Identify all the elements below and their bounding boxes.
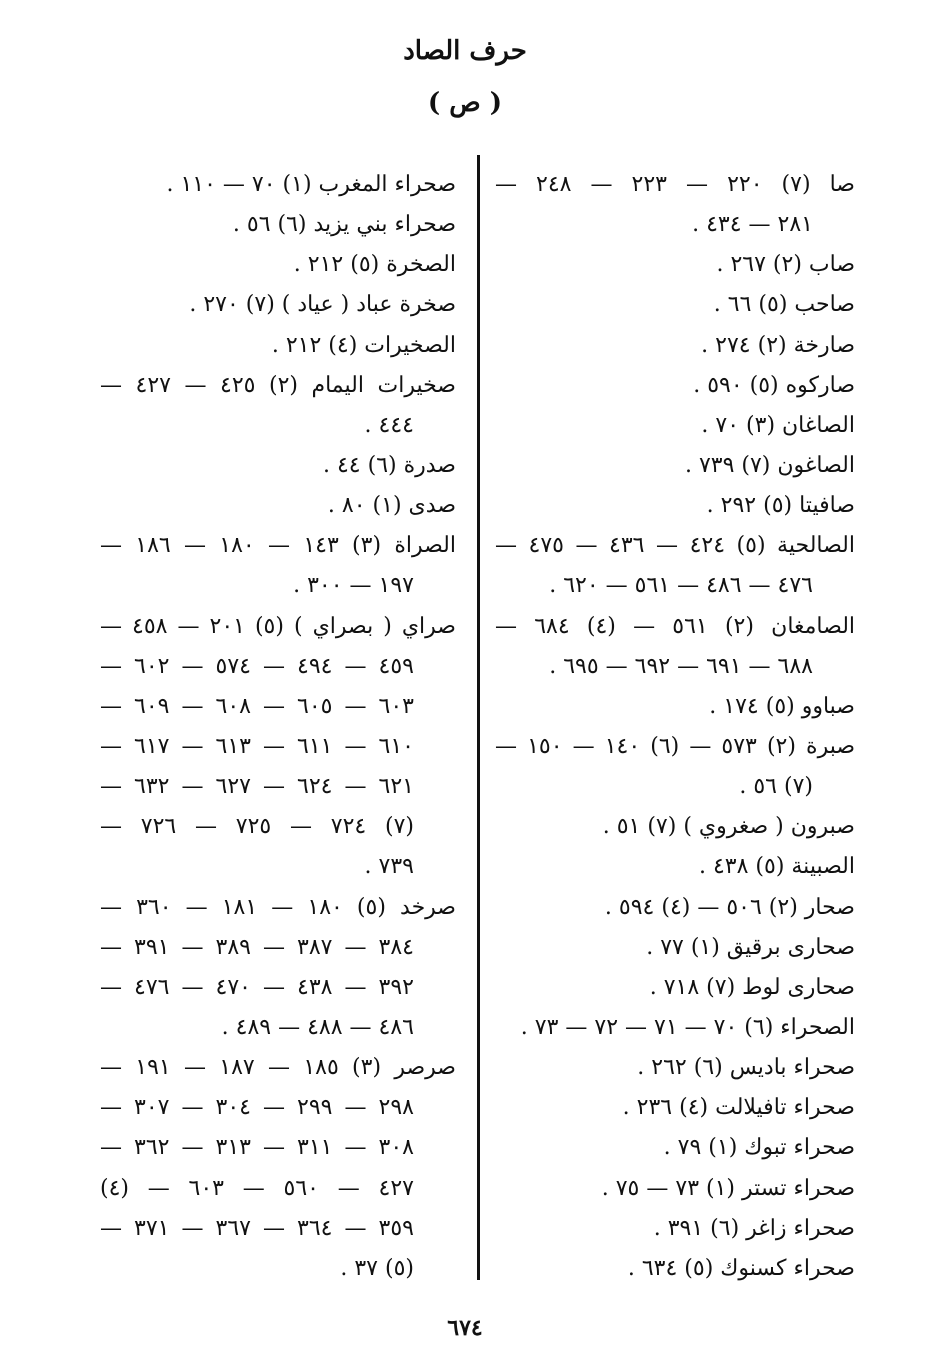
index-column-right	[495, 165, 855, 1289]
index-entry-continuation: ٤٢٧ — ٥٦٠ — ٦٠٣ — (٤)	[100, 1175, 414, 1201]
index-entry: الصبينة (٥) ٤٣٨ .	[698, 854, 855, 880]
index-entry: صحارى لوط (٧) ٧١٨ .	[649, 974, 855, 1000]
page-number: ٦٧٤	[447, 1315, 483, 1341]
index-entry: الصخيرات (٤) ٢١٢ .	[271, 332, 456, 358]
index-entry-continuation: ٢٩٨ — ٢٩٩ — ٣٠٤ — ٣٠٧ —	[100, 1095, 414, 1121]
index-entry-continuation: ٣٥٩ — ٣٦٤ — ٣٦٧ — ٣٧١ —	[100, 1215, 414, 1241]
index-entry: صخيرات اليمام (٢) ٤٢٥ — ٤٢٧ —	[100, 372, 456, 398]
index-entry: صدى (١) ٨٠ .	[327, 493, 456, 519]
index-entry-continuation: (٧) ٥٦ .	[739, 774, 813, 800]
index-entry: صرصر (٣) ١٨٥ — ١٨٧ — ١٩١ —	[100, 1055, 456, 1081]
index-entry-continuation: ٣٠٨ — ٣١١ — ٣١٣ — ٣٦٢ —	[100, 1135, 414, 1161]
index-entry: صحراء تافيلالت (٤) ٢٣٦ .	[622, 1095, 855, 1121]
index-entry: صحراء المغرب (١) ٧٠ — ١١٠ .	[166, 172, 456, 197]
index-entry: الصاغان (٣) ٧٠ .	[701, 412, 855, 438]
index-entry: الصحراء (٦) ٧٠ — ٧١ — ٧٢ — ٧٣ .	[520, 1014, 855, 1040]
index-entry-continuation: ٤٨٦ — ٤٨٨ — ٤٨٩ .	[221, 1014, 414, 1040]
index-entry: صحراء زاغر (٦) ٣٩١ .	[653, 1215, 855, 1241]
index-entry: الصامغان (٢) ٥٦١ — (٤) ٦٨٤ —	[495, 613, 855, 639]
index-entry-continuation: ٤٥٩ — ٤٩٤ — ٥٧٤ — ٦٠٢ —	[100, 653, 414, 679]
index-entry: صافيتا (٥) ٢٩٢ .	[706, 493, 855, 519]
index-entry-continuation: ٦٢١ — ٦٢٤ — ٦٢٧ — ٦٣٢ —	[100, 774, 414, 800]
index-entry: صدرة (٦) ٤٤ .	[322, 452, 456, 478]
index-entry: الصاغون (٧) ٧٣٩ .	[684, 452, 855, 478]
index-entry: صاركوه (٥) ٥٩٠ .	[693, 372, 855, 398]
index-entry: صباوو (٥) ١٧٤ .	[709, 693, 855, 719]
index-entry: صحراء كسنوك (٥) ٦٣٤ .	[627, 1255, 855, 1281]
index-entry: صبرة (٢) ٥٧٣ — (٦) ١٤٠ — ١٥٠ —	[495, 733, 855, 759]
index-entry: صرخد (٥) ١٨٠ — ١٨١ — ٣٦٠ —	[100, 894, 456, 920]
index-entry: الصخرة (٥) ٢١٢ .	[293, 252, 456, 278]
index-column-left	[100, 165, 456, 1289]
index-entry: صا (٧) ٢٢٠ — ٢٢٣ — ٢٤٨ —	[495, 172, 855, 197]
index-entry-continuation: ٤٤٤ .	[364, 412, 414, 438]
index-entry: صراي ( بصراي ) (٥) ٢٠١ — ٤٥٨ —	[100, 613, 456, 639]
index-entry-continuation: ٣٨٤ — ٣٨٧ — ٣٨٩ — ٣٩١ —	[100, 934, 414, 960]
index-entry-continuation: ٦١٠ — ٦١١ — ٦١٣ — ٦١٧ —	[100, 733, 414, 759]
index-entry: صحار (٢) ٥٠٦ — (٤) ٥٩٤ .	[604, 894, 855, 920]
index-entry: صاب (٢) ٢٦٧ .	[716, 252, 855, 278]
index-entry-continuation: ٢٨١ — ٤٣٤ .	[692, 212, 813, 238]
index-entry: الصالحية (٥) ٤٢٤ — ٤٣٦ — ٤٧٥ —	[495, 533, 855, 559]
index-entry-continuation: ٤٧٦ — ٤٨٦ — ٥٦١ — ٦٢٠ .	[549, 573, 813, 599]
page-title: حرف الصاد	[403, 36, 527, 66]
index-entry: صحراء بني يزيد (٦) ٥٦ .	[232, 212, 456, 238]
index-entry: صحراء باديس (٦) ٢٦٢ .	[637, 1055, 855, 1081]
index-entry: صارخة (٢) ٢٧٤ .	[701, 332, 855, 358]
index-entry: صحراء تستر (١) ٧٣ — ٧٥ .	[601, 1175, 855, 1201]
index-entry: صحارى برقيق (١) ٧٧ .	[646, 934, 855, 960]
index-entry-continuation: (٥) ٣٧ .	[340, 1255, 414, 1281]
index-entry-continuation: (٧) ٧٢٤ — ٧٢٥ — ٧٢٦ —	[100, 814, 415, 840]
index-entry-continuation: ٣٩٢ — ٤٣٨ — ٤٧٠ — ٤٧٦ —	[100, 974, 414, 1000]
index-entry: صاحب (٥) ٦٦ .	[713, 292, 855, 318]
index-entry: الصراة (٣) ١٤٣ — ١٨٠ — ١٨٦ —	[100, 533, 456, 559]
index-entry: صبرون ( صغروي ) (٧) ٥١ .	[602, 814, 855, 840]
column-divider	[477, 155, 480, 1280]
index-entry: صحراء تبوك (١) ٧٩ .	[663, 1135, 855, 1161]
index-entry-continuation: ١٩٧ — ٣٠٠ .	[293, 573, 414, 599]
index-entry-continuation: ٧٣٩ .	[364, 854, 414, 880]
index-entry: صخرة عباد ( عياد ) (٧) ٢٧٠ .	[189, 292, 456, 318]
index-entry-continuation: ٦٨٨ — ٦٩١ — ٦٩٢ — ٦٩٥ .	[549, 653, 813, 679]
index-entry-continuation: ٦٠٣ — ٦٠٥ — ٦٠٨ — ٦٠٩ —	[100, 693, 414, 719]
section-letter: ( ص )	[427, 88, 503, 118]
